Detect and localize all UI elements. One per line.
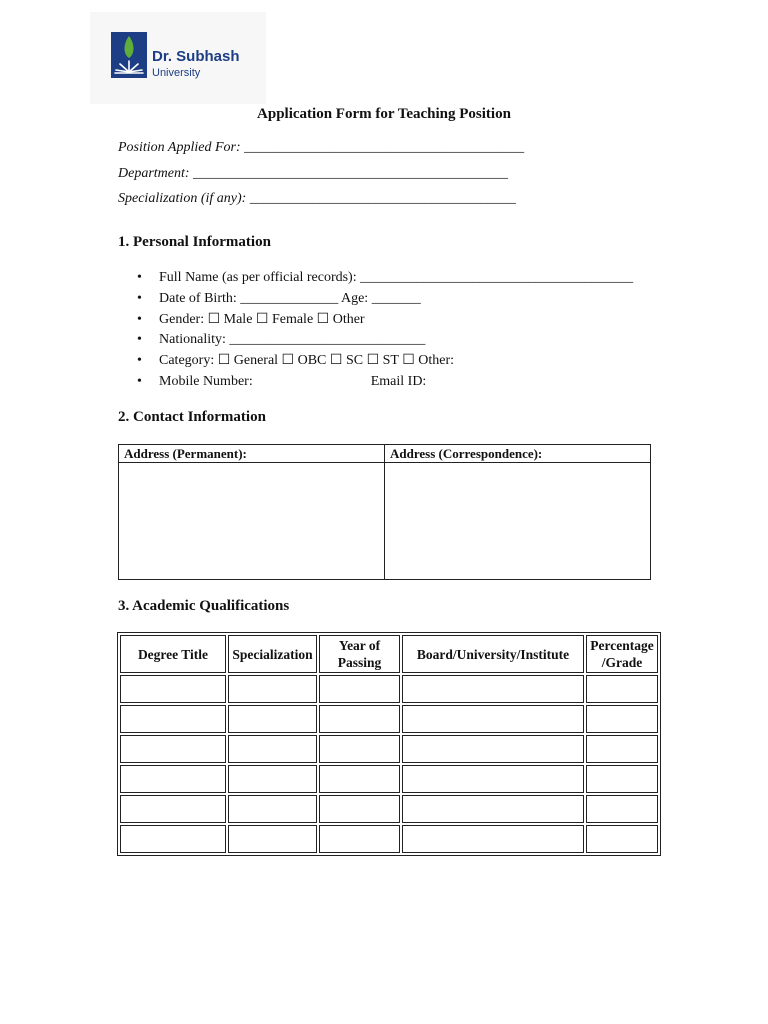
list-item-gender[interactable]: • Gender: ☐ Male ☐ Female ☐ Other (137, 310, 633, 331)
table-row (120, 825, 658, 853)
section-heading-contact: 2. Contact Information (118, 409, 266, 425)
specialization-blank[interactable]: ______________________________________ (249, 191, 516, 206)
position-applied-blank[interactable]: ________________________________________ (244, 140, 525, 155)
table-row (120, 795, 658, 823)
permanent-address-label: Address (Permanent): (124, 446, 247, 461)
department-blank[interactable]: _____________________________________________ (193, 166, 509, 181)
position-applied-label: Position Applied For: (118, 140, 241, 155)
department-field[interactable] (118, 166, 508, 182)
col-year-line2: Passing (337, 655, 382, 670)
table-row (120, 765, 658, 793)
page-title: Application Form for Teaching Position (257, 106, 511, 122)
list-item-nationality[interactable]: • Nationality: ____________________________ (137, 330, 633, 351)
table-cell[interactable] (402, 675, 584, 703)
table-cell[interactable] (319, 705, 400, 733)
email-label: Email ID: (370, 373, 427, 389)
table-cell[interactable] (319, 735, 400, 763)
position-applied-field[interactable] (118, 140, 524, 156)
table-cell[interactable] (228, 765, 317, 793)
list-item-category[interactable]: • Category: ☐ General ☐ OBC ☐ SC ☐ ST ☐ Other: (137, 351, 633, 372)
academic-table-header (120, 635, 658, 673)
table-cell[interactable] (402, 795, 584, 823)
specialization-field[interactable] (118, 191, 516, 207)
table-row (120, 735, 658, 763)
table-cell[interactable] (120, 795, 226, 823)
department-label: Department: (118, 166, 190, 181)
col-percentage-line2: /Grade (601, 655, 643, 670)
specialization-label: Specialization (if any): (118, 191, 247, 206)
col-percentage-grade (586, 635, 658, 673)
col-year-line1: Year of (338, 638, 381, 653)
table-cell[interactable] (402, 765, 584, 793)
table-cell[interactable] (586, 765, 658, 793)
university-logo-icon (111, 32, 147, 78)
mobile-label: Mobile Number: (159, 373, 253, 389)
logo-name-line2: University (152, 67, 201, 79)
section-heading-personal: 1. Personal Information (118, 234, 271, 250)
table-cell[interactable] (120, 675, 226, 703)
table-cell[interactable] (402, 705, 584, 733)
table-cell[interactable] (228, 675, 317, 703)
col-specialization: Specialization (228, 635, 317, 673)
correspondence-address-label: Address (Correspondence): (390, 446, 543, 461)
correspondence-address-cell[interactable] (385, 463, 650, 579)
table-cell[interactable] (120, 765, 226, 793)
table-cell[interactable] (586, 675, 658, 703)
table-cell[interactable] (228, 705, 317, 733)
logo-name-line1: Dr. Subhash (152, 48, 240, 65)
contact-table (118, 444, 651, 580)
section-heading-academic: 3. Academic Qualifications (118, 598, 290, 614)
table-cell[interactable] (402, 735, 584, 763)
list-item-full-name[interactable]: • Full Name (as per official records): _______________________________________ (137, 268, 633, 289)
table-cell[interactable] (120, 735, 226, 763)
table-cell[interactable] (228, 735, 317, 763)
col-degree-title: Degree Title (120, 635, 226, 673)
table-cell[interactable] (586, 795, 658, 823)
personal-info-list (137, 268, 633, 393)
list-item-dob[interactable]: • Date of Birth: ______________ Age: _______ (137, 289, 633, 310)
permanent-address-cell[interactable] (119, 463, 384, 579)
table-cell[interactable] (319, 765, 400, 793)
table-cell[interactable] (120, 825, 226, 853)
table-cell[interactable] (586, 825, 658, 853)
table-cell[interactable] (319, 795, 400, 823)
table-cell[interactable] (319, 825, 400, 853)
table-cell[interactable] (586, 735, 658, 763)
col-percentage-line1: Percentage (590, 638, 654, 653)
table-cell[interactable] (120, 705, 226, 733)
col-year-of-passing (319, 635, 400, 673)
table-cell[interactable] (319, 675, 400, 703)
col-board-university: Board/University/Institute (402, 635, 584, 673)
academic-table (117, 632, 661, 856)
list-item-mobile-email[interactable] (137, 372, 633, 393)
table-row (120, 705, 658, 733)
table-cell[interactable] (586, 705, 658, 733)
table-cell[interactable] (402, 825, 584, 853)
table-row (120, 675, 658, 703)
table-cell[interactable] (228, 825, 317, 853)
table-cell[interactable] (228, 795, 317, 823)
